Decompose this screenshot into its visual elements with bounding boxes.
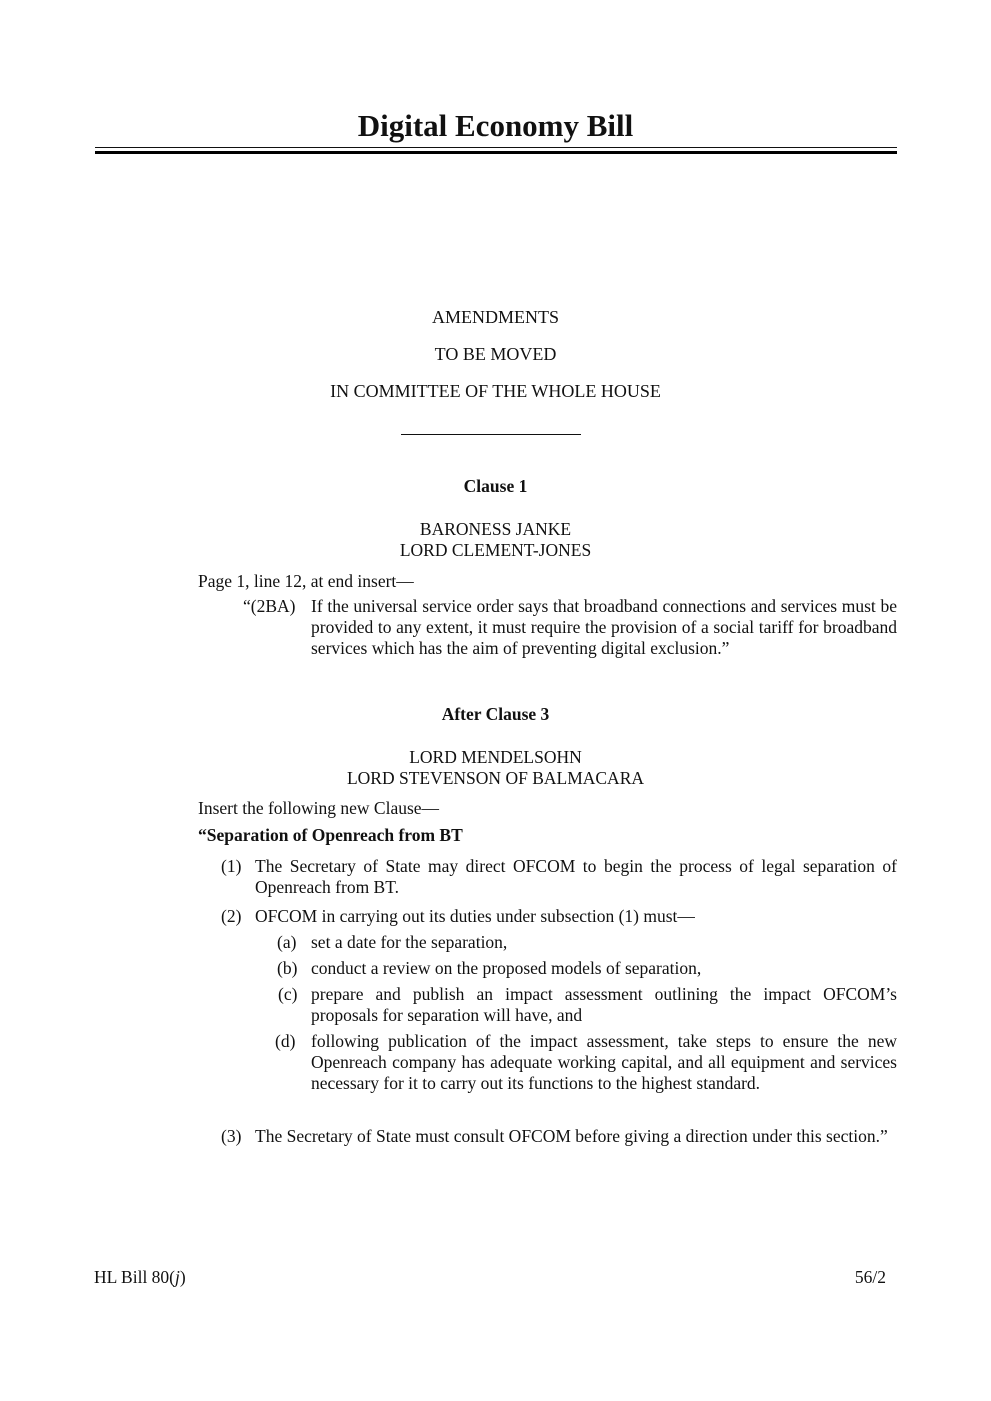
title-rule-thick <box>95 151 897 154</box>
paragraph-number: (a) <box>277 932 297 952</box>
heading-to-be-moved: TO BE MOVED <box>434 344 557 364</box>
paragraph-text: conduct a review on the proposed models of separation, <box>311 958 702 978</box>
subsection-text: The Secretary of State must consult OFCOM before giving a direction under this section.” <box>255 1126 888 1146</box>
paragraph-text: following publication of the impact assessment, take steps to ensure the new Openreach company has adequate working capital, and all equipment and services necessary for it to carry out its functions to the highest standard. <box>311 1031 897 1093</box>
new-clause-title: “Separation of Openreach from BT <box>198 825 463 845</box>
paragraph-text: prepare and publish an impact assessment outlining the impact OFCOM’s proposals for separation will have, and <box>311 984 897 1025</box>
heading-amendments: AMENDMENTS <box>431 307 559 327</box>
bill-ref-prefix: HL Bill 80( <box>94 1267 176 1287</box>
subsection-number: (3) <box>221 1126 242 1146</box>
subsection-number: (1) <box>221 856 242 876</box>
title-rule-thin <box>95 147 897 148</box>
clause-heading: Clause 1 <box>463 476 528 496</box>
page-code: 56/2 <box>854 1267 886 1287</box>
sponsor: LORD STEVENSON OF BALMACARA <box>346 768 645 788</box>
paragraph-number: (d) <box>275 1031 296 1051</box>
subsection-text: OFCOM in carrying out its duties under subsection (1) must— <box>255 906 695 926</box>
section-divider <box>401 434 581 435</box>
clause-heading: After Clause 3 <box>441 704 550 724</box>
bill-ref-letter: j <box>175 1267 180 1287</box>
heading-committee: IN COMMITTEE OF THE WHOLE HOUSE <box>330 381 661 401</box>
sponsor: LORD MENDELSOHN <box>409 747 582 767</box>
paragraph-number: (c) <box>278 984 298 1004</box>
sponsor: LORD CLEMENT-JONES <box>399 540 592 560</box>
insert-text: If the universal service order says that broadband connections and services must be provided to any extent, it must require the provision of a social tariff for broadband services which has the aim of preventing digital exclusion.” <box>311 596 897 658</box>
bill-reference <box>94 1267 186 1288</box>
amendment-instruction: Page 1, line 12, at end insert— <box>198 571 414 591</box>
document-title: Digital Economy Bill <box>357 108 634 143</box>
paragraph-number: (b) <box>277 958 298 978</box>
insert-label: “(2BA) <box>243 596 296 616</box>
subsection-number: (2) <box>221 906 242 926</box>
amendment-instruction: Insert the following new Clause— <box>198 798 440 818</box>
subsection-text: The Secretary of State may direct OFCOM to begin the process of legal separation of Openreach from BT. <box>255 856 897 897</box>
sponsor: BARONESS JANKE <box>419 519 572 539</box>
paragraph-text: set a date for the separation, <box>311 932 508 952</box>
bill-ref-suffix: ) <box>179 1267 186 1287</box>
